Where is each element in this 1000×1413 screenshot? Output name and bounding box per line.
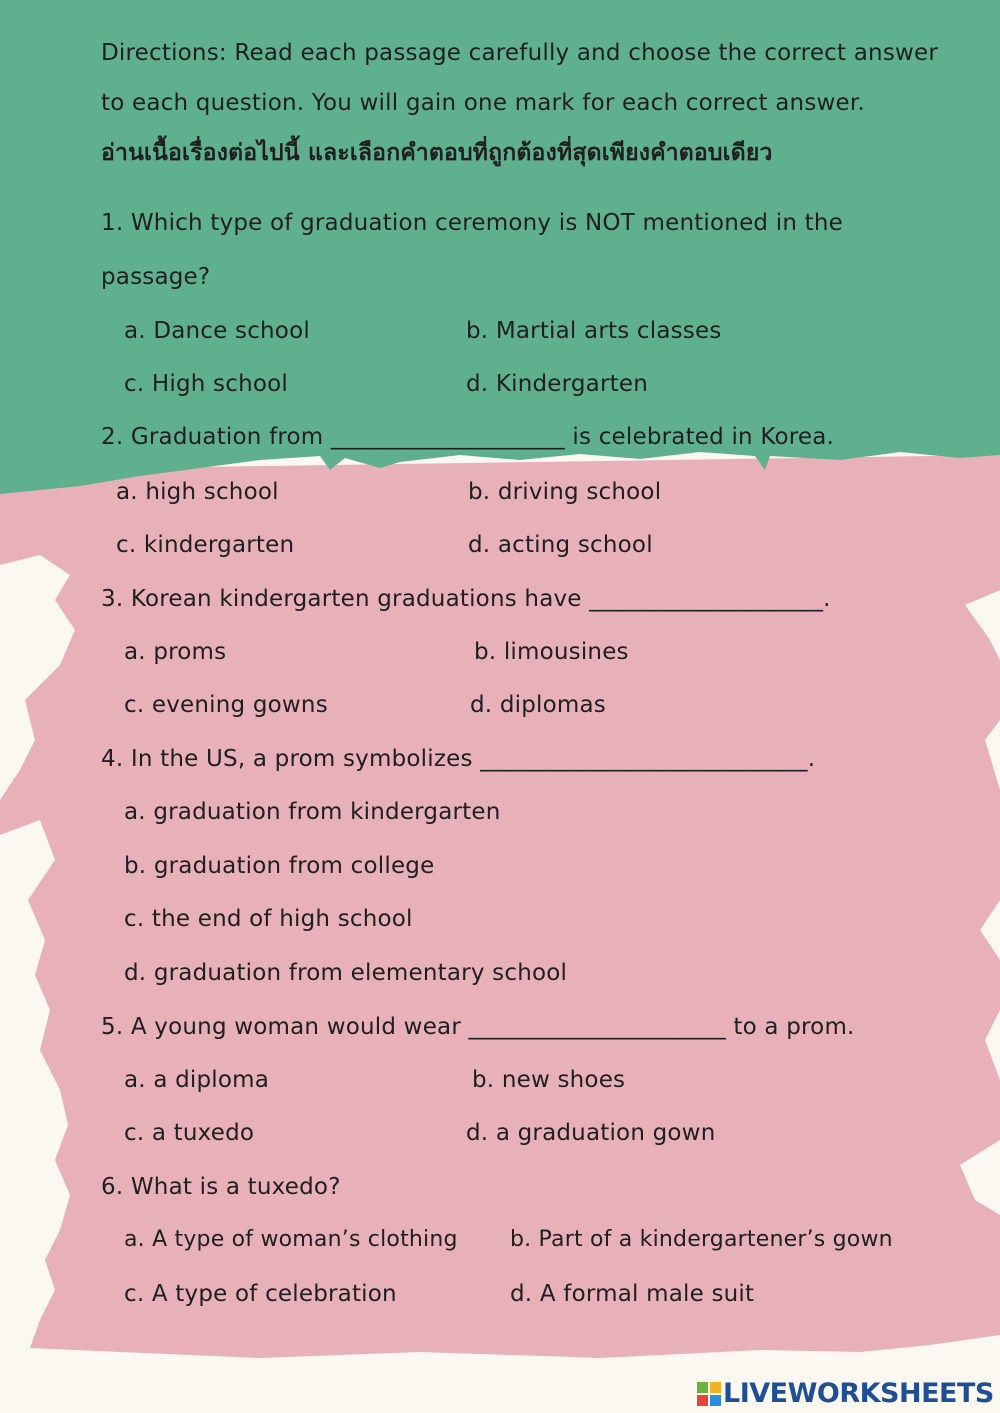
option-4a[interactable]: a. graduation from kindergarten xyxy=(124,799,501,825)
liveworksheets-logo-icon xyxy=(697,1382,721,1406)
question-1-text: 1. Which type of graduation ceremony is NOT mentioned in the xyxy=(101,210,843,236)
directions-line-2: to each question. You will gain one mark for each correct answer. xyxy=(101,90,865,116)
option-1a[interactable]: a. Dance school xyxy=(124,318,310,344)
question-1-text-cont: passage? xyxy=(101,264,211,290)
option-5d[interactable]: d. a graduation gown xyxy=(466,1120,716,1146)
option-3b[interactable]: b. limousines xyxy=(474,639,629,665)
question-4-text: 4. In the US, a prom symbolizes ____________________________. xyxy=(101,746,816,772)
option-4c[interactable]: c. the end of high school xyxy=(124,906,413,932)
option-1d[interactable]: d. Kindergarten xyxy=(466,371,648,397)
directions-thai: อ่านเนื้อเรื่องต่อไปนี้ และเลือกคำตอบที่ถูกต้องที่สุดเพียงคำตอบเดียว xyxy=(101,140,773,166)
option-5c[interactable]: c. a tuxedo xyxy=(124,1120,255,1146)
option-3a[interactable]: a. proms xyxy=(124,639,227,665)
option-5a[interactable]: a. a diploma xyxy=(124,1067,270,1093)
option-3d[interactable]: d. diplomas xyxy=(470,692,606,718)
option-2a[interactable]: a. high school xyxy=(116,479,279,505)
option-6c[interactable]: c. A type of celebration xyxy=(124,1281,397,1307)
question-6-text: 6. What is a tuxedo? xyxy=(101,1174,341,1200)
option-5b[interactable]: b. new shoes xyxy=(472,1067,626,1093)
option-4d[interactable]: d. graduation from elementary school xyxy=(124,960,568,986)
option-6d[interactable]: d. A formal male suit xyxy=(510,1281,755,1307)
option-3c[interactable]: c. evening gowns xyxy=(124,692,328,718)
option-2b[interactable]: b. driving school xyxy=(468,479,662,505)
option-4b[interactable]: b. graduation from college xyxy=(124,853,435,879)
option-1b[interactable]: b. Martial arts classes xyxy=(466,318,722,344)
logo-text: LIVEWORKSHEETS xyxy=(723,1378,994,1409)
question-3-text: 3. Korean kindergarten graduations have ____________________. xyxy=(101,586,831,612)
option-1c[interactable]: c. High school xyxy=(124,371,288,397)
question-5-text: 5. A young woman would wear ______________________ to a prom. xyxy=(101,1014,855,1040)
option-6a[interactable]: a. A type of woman’s clothing xyxy=(124,1227,458,1252)
directions-line-1: Directions: Read each passage carefully and choose the correct answer xyxy=(101,40,939,66)
green-brush-area xyxy=(0,0,1000,494)
option-6b[interactable]: b. Part of a kindergartener’s gown xyxy=(510,1227,893,1252)
liveworksheets-logo[interactable] xyxy=(697,1378,994,1409)
question-2-text: 2. Graduation from ____________________ is celebrated in Korea. xyxy=(101,424,835,450)
option-2c[interactable]: c. kindergarten xyxy=(116,532,295,558)
option-2d[interactable]: d. acting school xyxy=(468,532,653,558)
